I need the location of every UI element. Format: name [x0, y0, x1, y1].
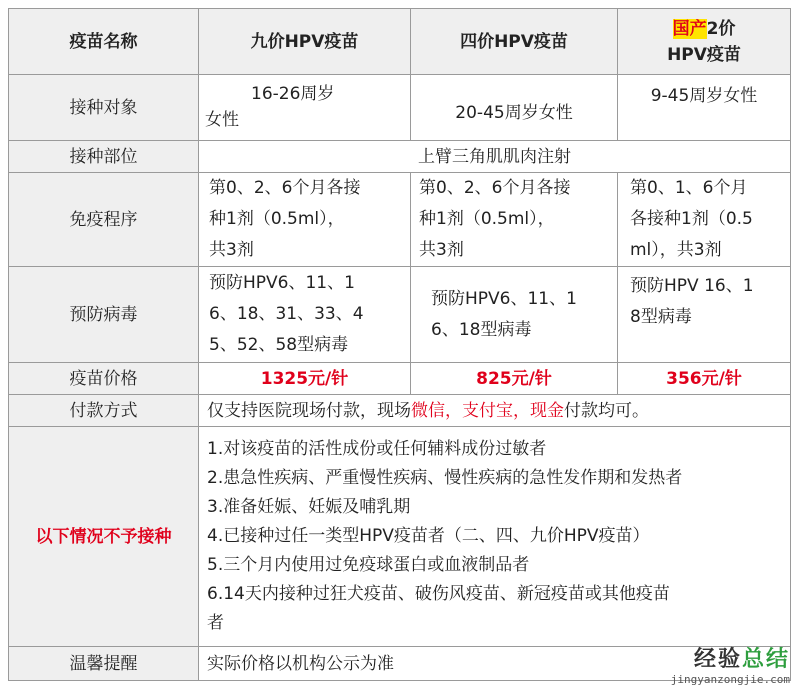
exclusion-item: 3.准备妊娠、妊娠及哺乳期 [207, 497, 411, 517]
header-row [9, 9, 791, 75]
target-four: 20-45周岁女性 [411, 75, 618, 141]
row-payment [9, 395, 791, 427]
virus-nine-line: 预防HPV6、11、1 [209, 273, 355, 293]
exclusion-item: 者 [207, 613, 224, 633]
schedule-two-line: 各接种1剂（0.5 [630, 209, 753, 229]
reminder-value: 实际价格以机构公示为准 [199, 647, 791, 681]
payment-sep: ， [445, 400, 462, 421]
schedule-four-line: 第0、2、6个月各接 [419, 178, 571, 198]
virus-nine-line: 5、52、58型病毒 [209, 335, 349, 355]
label-virus: 预防病毒 [9, 267, 199, 363]
exclusion-item: 2.患急性疾病、严重慢性疾病、慢性疾病的急性发作期和发热者 [207, 468, 683, 488]
label-price: 疫苗价格 [9, 363, 199, 395]
payment-alipay: 支付宝 [462, 400, 513, 421]
schedule-two-line: 第0、1、6个月 [630, 178, 748, 198]
payment-sep: ， [513, 400, 530, 421]
header-vaccine-name: 疫苗名称 [9, 9, 199, 75]
domestic-highlight: 国产 [672, 18, 707, 39]
virus-four [411, 267, 618, 363]
row-site [9, 141, 791, 173]
price-nine: 1325元/针 [199, 363, 411, 395]
schedule-two-line: ml），共3剂 [630, 240, 722, 260]
payment-prefix: 仅支持医院现场付款，现场 [207, 400, 411, 421]
watermark-title-a: 经验 [693, 647, 742, 672]
exclusion-item: 6.14天内接种过狂犬疫苗、破伤风疫苗、新冠疫苗或其他疫苗 [207, 584, 670, 604]
watermark-title-b: 总结 [741, 647, 790, 672]
exclusion-item: 1.对该疫苗的活性成份或任何辅料成份过敏者 [207, 439, 547, 459]
label-site: 接种部位 [9, 141, 199, 173]
label-exclusions: 以下情况不予接种 [9, 427, 199, 647]
schedule-nine-line: 共3剂 [209, 240, 254, 260]
target-nine-line2: 女性 [205, 110, 239, 130]
virus-two-line: 预防HPV 16、1 [630, 276, 754, 296]
row-virus [9, 267, 791, 363]
label-payment: 付款方式 [9, 395, 199, 427]
schedule-four-line: 共3剂 [419, 240, 464, 260]
label-schedule: 免疫程序 [9, 173, 199, 267]
virus-two [618, 267, 791, 363]
virus-two-line: 8型病毒 [630, 307, 692, 327]
exclusions-list [199, 427, 791, 647]
schedule-nine [199, 173, 411, 267]
header-nine-valent: 九价HPV疫苗 [199, 9, 411, 75]
hpv-vaccine-table [8, 8, 791, 681]
row-schedule [9, 173, 791, 267]
header-two-valent-text: 2价 [706, 18, 736, 39]
virus-nine [199, 267, 411, 363]
watermark [671, 642, 790, 686]
header-hpv-vaccine-text: HPV疫苗 [667, 44, 741, 65]
price-two: 356元/针 [618, 363, 791, 395]
virus-nine-line: 6、18、31、33、4 [209, 304, 364, 324]
schedule-nine-line: 第0、2、6个月各接 [209, 178, 361, 198]
header-four-valent: 四价HPV疫苗 [411, 9, 618, 75]
payment-value [199, 395, 791, 427]
payment-suffix: 付款均可。 [564, 400, 649, 421]
exclusion-item: 4.已接种过任一类型HPV疫苗者（二、四、九价HPV疫苗） [207, 526, 650, 546]
schedule-four [411, 173, 618, 267]
exclusion-item: 5.三个月内使用过免疫球蛋白或血液制品者 [207, 555, 530, 575]
row-exclusions [9, 427, 791, 647]
target-two: 9-45周岁女性 [618, 75, 791, 141]
virus-four-line: 预防HPV6、11、1 [431, 288, 577, 309]
schedule-two [618, 173, 791, 267]
row-price [9, 363, 791, 395]
row-target [9, 75, 791, 141]
payment-cash: 现金 [530, 400, 564, 421]
schedule-nine-line: 种1剂（0.5ml）， [209, 209, 345, 229]
header-domestic-two-valent [618, 9, 791, 75]
label-target: 接种对象 [9, 75, 199, 141]
virus-four-line: 6、18型病毒 [431, 319, 532, 340]
target-nine [199, 75, 411, 141]
price-four: 825元/针 [411, 363, 618, 395]
label-reminder: 温馨提醒 [9, 647, 199, 681]
schedule-four-line: 种1剂（0.5ml）， [419, 209, 555, 229]
site-value: 上臂三角肌肌肉注射 [199, 141, 791, 173]
watermark-title [671, 642, 790, 673]
watermark-url: jingyanzongjie.com [670, 673, 790, 686]
target-nine-line1: 16-26周岁 [251, 84, 335, 104]
payment-wechat: 微信 [411, 400, 445, 421]
